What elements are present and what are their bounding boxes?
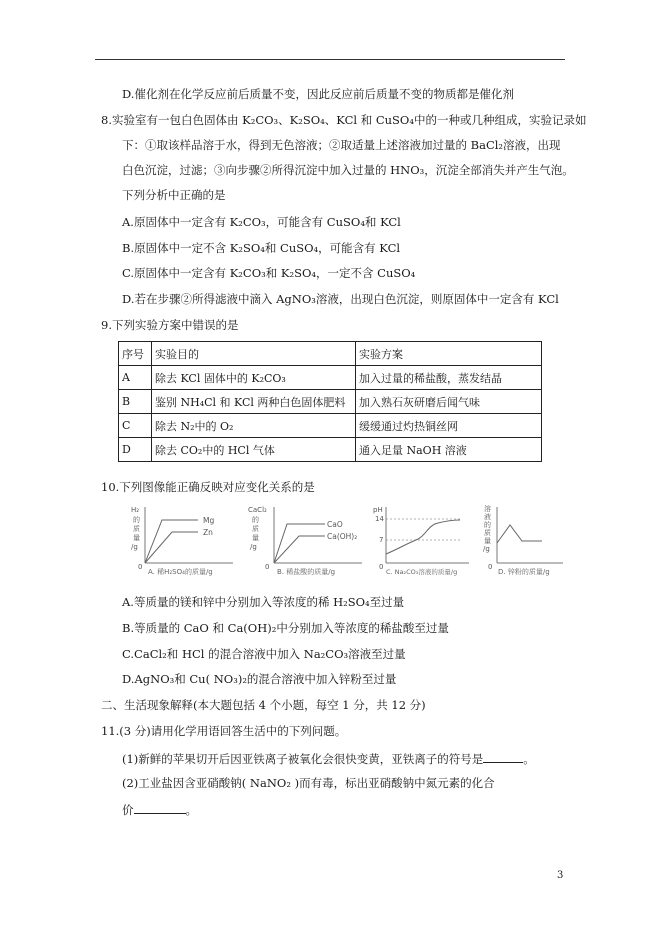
- graph-a-ylabel: H₂: [131, 506, 140, 514]
- graph-a-line-mg: [145, 520, 198, 563]
- graph-d-ylabel: 液: [484, 513, 491, 521]
- graph-b-ylabel: /g: [250, 543, 257, 551]
- q11-part-2-end: 。: [185, 803, 197, 817]
- table-cell: 除去 N₂中的 O₂: [152, 414, 356, 438]
- q10-option-a: A.等质量的镁和锌中分别加入等浓度的稀 H₂SO₄至过量: [122, 595, 405, 609]
- graph-a: [128, 503, 238, 582]
- q8-stem-line-1: 8.实验室有一包白色固体由 K₂CO₃、K₂SO₄、KCl 和 CuSO₄中的一种或几种组成，实验记录如: [101, 113, 587, 127]
- graph-b-line-label: Ca(OH)₂: [327, 532, 358, 541]
- table-row: [119, 414, 542, 438]
- table-cell: 除去 CO₂中的 HCl 气体: [152, 438, 356, 462]
- table-cell: D: [119, 438, 152, 462]
- graph-d-origin: 0: [488, 563, 493, 571]
- q8-option-b: B.原固体中一定不含 K₂SO₄和 CuSO₄，可能含有 KCl: [122, 241, 401, 255]
- header-rule: [95, 59, 565, 60]
- graph-b-ylabel: 量: [252, 534, 259, 542]
- q11-part-2-cont: [122, 801, 197, 818]
- graph-a-line-label: Mg: [203, 516, 215, 525]
- table-header-cell: 实验方案: [356, 342, 542, 366]
- q11-part-1-text: (1)新鲜的苹果切开后因亚铁离子被氧化会很快变黄，亚铁离子的符号是: [122, 752, 484, 766]
- q8-option-c: C.原固体中一定含有 K₂CO₃和 K₂SO₄，一定不含 CuSO₄: [122, 266, 416, 280]
- graph-a-origin: 0: [138, 563, 143, 571]
- graph-b-line-cao: [274, 524, 325, 563]
- q11-part-1-end: 。: [523, 752, 535, 766]
- graph-c-ylabel: pH: [373, 506, 383, 514]
- q10-option-c: C.CaCl₂和 HCl 的混合溶液中加入 Na₂CO₃溶液至过量: [122, 647, 406, 661]
- graph-b-line-label: CaO: [327, 520, 343, 529]
- graph-c-svg: [372, 503, 472, 578]
- q8-option-d: D.若在步骤②所得滤液中滴入 AgNO₃溶液，出现白色沉淀，则原固体中一定含有 KCl: [122, 292, 559, 306]
- table-cell: B: [119, 390, 152, 414]
- answer-blank[interactable]: [134, 801, 186, 814]
- graph-c-tick: 7: [379, 536, 384, 544]
- answer-blank[interactable]: [483, 750, 523, 763]
- graph-a-ylabel: 量: [133, 534, 140, 542]
- q9-stem: 9.下列实验方案中错误的是: [101, 318, 239, 332]
- page-number: 3: [557, 870, 564, 881]
- graph-b-xlabel: B. 稀盐酸的质量/g: [277, 568, 336, 576]
- graph-a-ylabel: 的: [133, 516, 140, 524]
- table-header-row: [119, 342, 542, 366]
- graph-a-ylabel: /g: [131, 543, 138, 551]
- graph-c-xlabel: C. Na₂CO₃溶液的质量/g: [386, 568, 458, 576]
- q10-option-b: B.等质量的 CaO 和 Ca(OH)₂中分别加入等浓度的稀盐酸至过量: [122, 621, 449, 635]
- graph-b-origin: 0: [265, 563, 270, 571]
- q11-part-1: [122, 750, 535, 767]
- q10-option-d: D.AgNO₃和 Cu( NO₃)₂的混合溶液中加入锌粉至过量: [122, 672, 397, 686]
- q11-part-2-text: 价: [122, 803, 134, 817]
- table-cell: C: [119, 414, 152, 438]
- graph-b: [247, 503, 365, 582]
- graph-c-curve: [386, 520, 460, 554]
- q11-stem: 11.(3 分)请用化学用语回答生活中的下列问题。: [101, 724, 347, 738]
- table-row: [119, 438, 542, 462]
- graph-a-svg: [128, 503, 238, 578]
- table-cell: 加入熟石灰研磨后闻气味: [356, 390, 542, 414]
- graph-d-line: [497, 525, 542, 543]
- q8-stem-line-4: 下列分析中正确的是: [122, 188, 226, 202]
- graph-a-xlabel: A. 稀H₂SO₄的质量/g: [148, 568, 213, 576]
- graph-d-ylabel: /g: [483, 545, 490, 553]
- graph-b-ylabel: CaCl₂: [248, 506, 267, 514]
- graph-c-tick: 14: [375, 515, 384, 523]
- q9-table: [118, 341, 542, 462]
- table-cell: 除去 KCl 固体中的 K₂CO₃: [152, 366, 356, 390]
- table-row: [119, 366, 542, 390]
- graph-d-svg: [482, 503, 566, 578]
- q8-option-a: A.原固体中一定含有 K₂CO₃，可能含有 CuSO₄和 KCl: [122, 215, 401, 229]
- graph-b-svg: [247, 503, 365, 578]
- table-cell: A: [119, 366, 152, 390]
- graph-a-line-zn: [145, 532, 198, 563]
- graph-a-line-label: Zn: [203, 528, 213, 537]
- graph-d-ylabel: 的: [484, 521, 491, 529]
- table-cell: 加入过量的稀盐酸，蒸发结晶: [356, 366, 542, 390]
- graph-b-ylabel: 质: [252, 525, 259, 533]
- q11-part-2: (2)工业盐因含亚硝酸钠( NaNO₂ )而有毒，标出亚硝酸钠中氮元素的化合: [122, 776, 495, 790]
- table-cell: 缓缓通过灼热铜丝网: [356, 414, 542, 438]
- q8-stem-line-3: 白色沉淀，过滤；③向步骤②所得沉淀中加入过量的 HNO₃，沉淀全部消失并产生气泡。: [122, 163, 574, 177]
- graph-d-ylabel: 质: [484, 529, 491, 537]
- table-cell: 鉴别 NH₄Cl 和 KCl 两种白色固体肥料: [152, 390, 356, 414]
- q8-stem-line-2: 下：①取该样品溶于水，得到无色溶液；②取适量上述溶液加过量的 BaCl₂溶液，出现: [122, 138, 561, 152]
- graph-d-ylabel: 溶: [484, 505, 491, 513]
- graph-d: [482, 503, 566, 582]
- q10-stem: 10.下列图像能正确反映对应变化关系的是: [101, 480, 315, 494]
- table-row: [119, 390, 542, 414]
- table-header-cell: 实验目的: [152, 342, 356, 366]
- graph-b-ylabel: 的: [252, 516, 259, 524]
- q7-option-d: D.催化剂在化学反应前后质量不变，因此反应前后质量不变的物质都是催化剂: [122, 87, 514, 101]
- graph-c-origin: 0: [379, 563, 384, 571]
- graph-d-xlabel: D. 锌粉的质量/g: [498, 568, 550, 576]
- graph-d-ylabel: 量: [484, 537, 491, 545]
- table-cell: 通入足量 NaOH 溶液: [356, 438, 542, 462]
- graph-a-ylabel: 质: [133, 525, 140, 533]
- table-header-cell: 序号: [119, 342, 152, 366]
- graph-c: [372, 503, 472, 582]
- section-2-title: 二、生活现象解释(本大题包括 4 个小题，每空 1 分，共 12 分): [101, 698, 426, 712]
